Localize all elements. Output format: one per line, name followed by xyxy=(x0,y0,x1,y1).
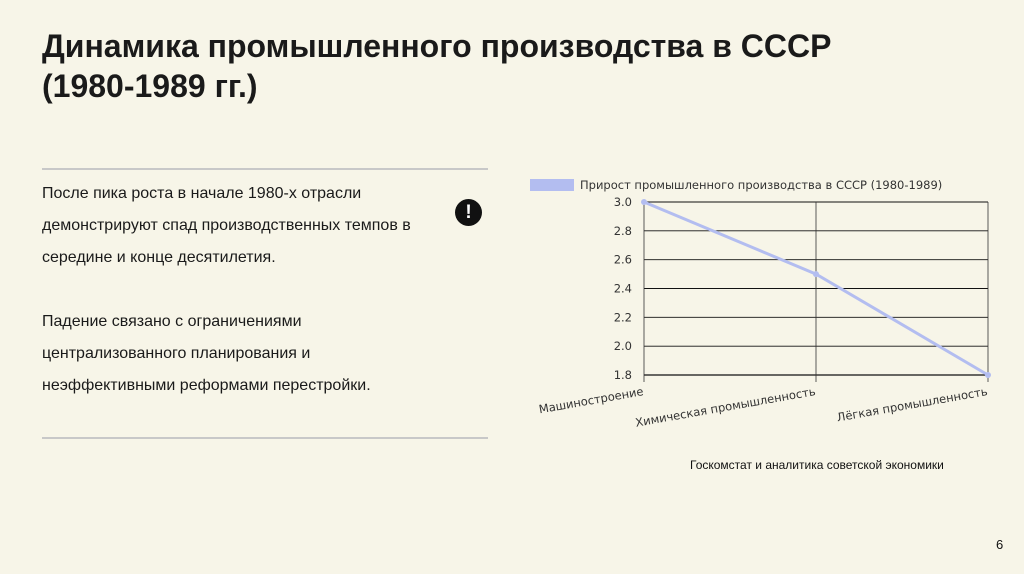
y-tick-label: 2.8 xyxy=(613,223,632,238)
data-point xyxy=(641,199,647,205)
bottom-divider xyxy=(42,437,488,439)
legend-label: Прирост промышленного производства в СССР (1980-1989) xyxy=(580,178,943,192)
y-tick-label: 2.2 xyxy=(613,310,632,325)
title-line-2: (1980-1989 гг.) xyxy=(42,68,258,104)
y-tick-label: 2.6 xyxy=(613,252,632,267)
data-point xyxy=(985,372,991,378)
x-tick-label: Лёгкая промышленность xyxy=(835,384,989,425)
slide-title xyxy=(42,26,942,106)
y-tick-label: 2.4 xyxy=(613,281,632,296)
legend-swatch xyxy=(530,179,574,191)
y-tick-label: 3.0 xyxy=(613,195,632,209)
paragraph-2: Падение связано с ограничениями централизованного планирования и неэффективными реформами перестройки. xyxy=(42,313,371,394)
line-chart xyxy=(520,172,1000,437)
body-text xyxy=(42,178,442,434)
paragraph-1: После пика роста в начале 1980-х отрасли демонстрируют спад производственных темпов в середине и конце десятилетия. xyxy=(42,185,411,266)
y-tick-label: 2.0 xyxy=(613,339,632,354)
alert-icon: ! xyxy=(455,199,482,226)
source-caption: Госкомстат и аналитика советской экономики xyxy=(690,458,944,472)
page-number: 6 xyxy=(996,537,1004,552)
top-divider xyxy=(42,168,488,170)
x-tick-label: Химическая промышленность xyxy=(634,384,817,430)
title-line-1: Динамика промышленного производства в СССР xyxy=(42,28,832,64)
x-tick-label: Машиностроение xyxy=(537,384,645,417)
data-point xyxy=(813,271,819,277)
y-tick-label: 1.8 xyxy=(613,368,632,382)
